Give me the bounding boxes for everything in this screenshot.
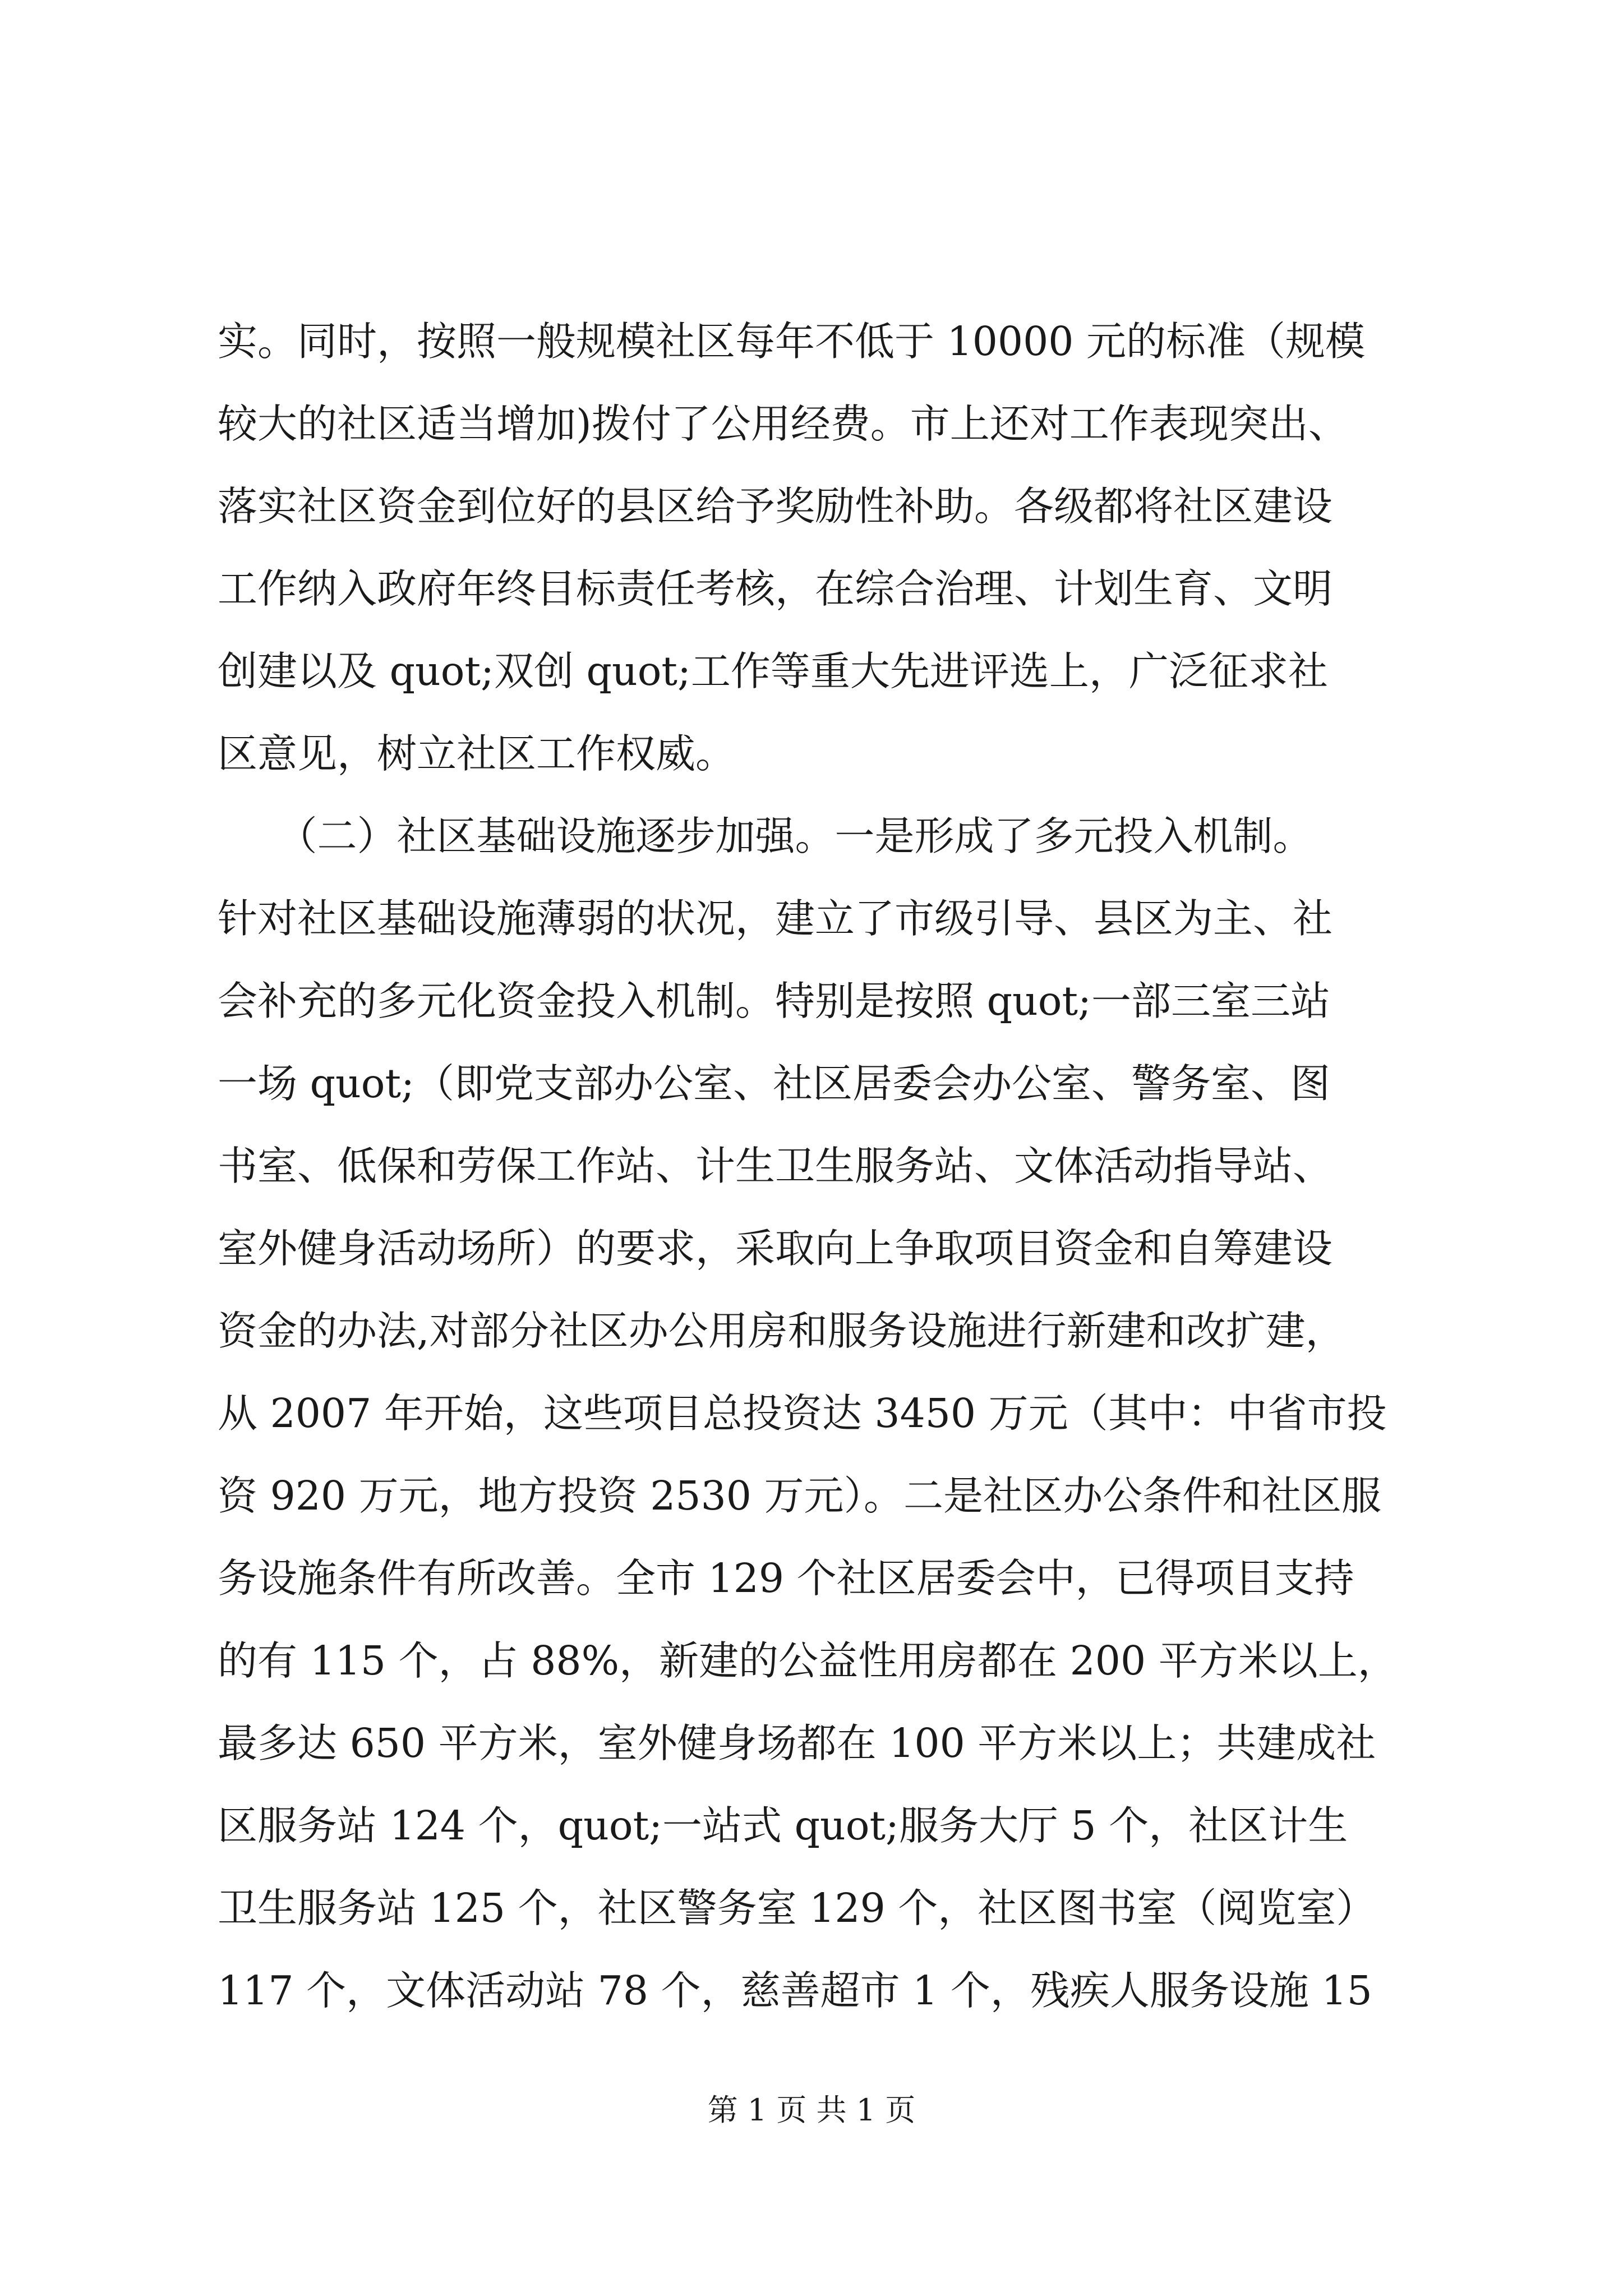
- text-line: 实。同时，按照一般规模社区每年不低于 10000 元的标准（规模: [218, 318, 1366, 365]
- page-number-footer: 第 1 页 共 1 页: [707, 2092, 916, 2128]
- text-line: 室外健身活动场所）的要求，采取向上争取项目资金和自筹建设: [218, 1225, 1333, 1272]
- text-line: 资 920 万元，地方投资 2530 万元）。二是社区办公条件和社区服: [218, 1473, 1381, 1519]
- text-line: （二）社区基础设施逐步加强。一是形成了多元投入机制。: [218, 813, 1313, 859]
- text-line: 117 个，文体活动站 78 个，慈善超市 1 个，残疾人服务设施 15: [218, 1967, 1372, 2014]
- text-line: 资金的办法,对部分社区办公用房和服务设施进行新建和改扩建，: [218, 1308, 1345, 1354]
- body-text: [218, 300, 1412, 2032]
- text-line: 书室、低保和劳保工作站、计生卫生服务站、文体活动指导站、: [218, 1143, 1333, 1189]
- text-line: 卫生服务站 125 个，社区警务室 129 个，社区图书室（阅览室）: [218, 1885, 1376, 1931]
- text-line: 从 2007 年开始，这些项目总投资达 3450 万元（其中：中省市投: [218, 1390, 1387, 1437]
- text-line: 工作纳入政府年终目标责任考核，在综合治理、计划生育、文明: [218, 565, 1333, 612]
- text-line: 的有 115 个，占 88%，新建的公益性用房都在 200 平方米以上，: [218, 1637, 1398, 1684]
- text-line: 最多达 650 平方米，室外健身场都在 100 平方米以上；共建成社: [218, 1720, 1376, 1766]
- text-line: 落实社区资金到位好的县区给予奖励性补助。各级都将社区建设: [218, 483, 1333, 530]
- text-line: 务设施条件有所改善。全市 129 个社区居委会中，已得项目支持: [218, 1555, 1354, 1602]
- text-line: 创建以及 quot;双创 quot;工作等重大先进评选上，广泛征求社: [218, 648, 1328, 694]
- text-line: 区服务站 124 个，quot;一站式 quot;服务大厅 5 个，社区计生: [218, 1802, 1348, 1849]
- text-line: 会补充的多元化资金投入机制。特别是按照 quot;一部三室三站: [218, 978, 1330, 1024]
- text-line: 较大的社区适当增加)拨付了公用经费。市上还对工作表现突出、: [218, 401, 1348, 447]
- text-line: 一场 quot;（即党支部办公室、社区居委会办公室、警务室、图: [218, 1060, 1330, 1107]
- text-line: 针对社区基础设施薄弱的状况，建立了市级引导、县区为主、社: [218, 895, 1333, 942]
- text-line: 区意见，树立社区工作权威。: [218, 730, 736, 777]
